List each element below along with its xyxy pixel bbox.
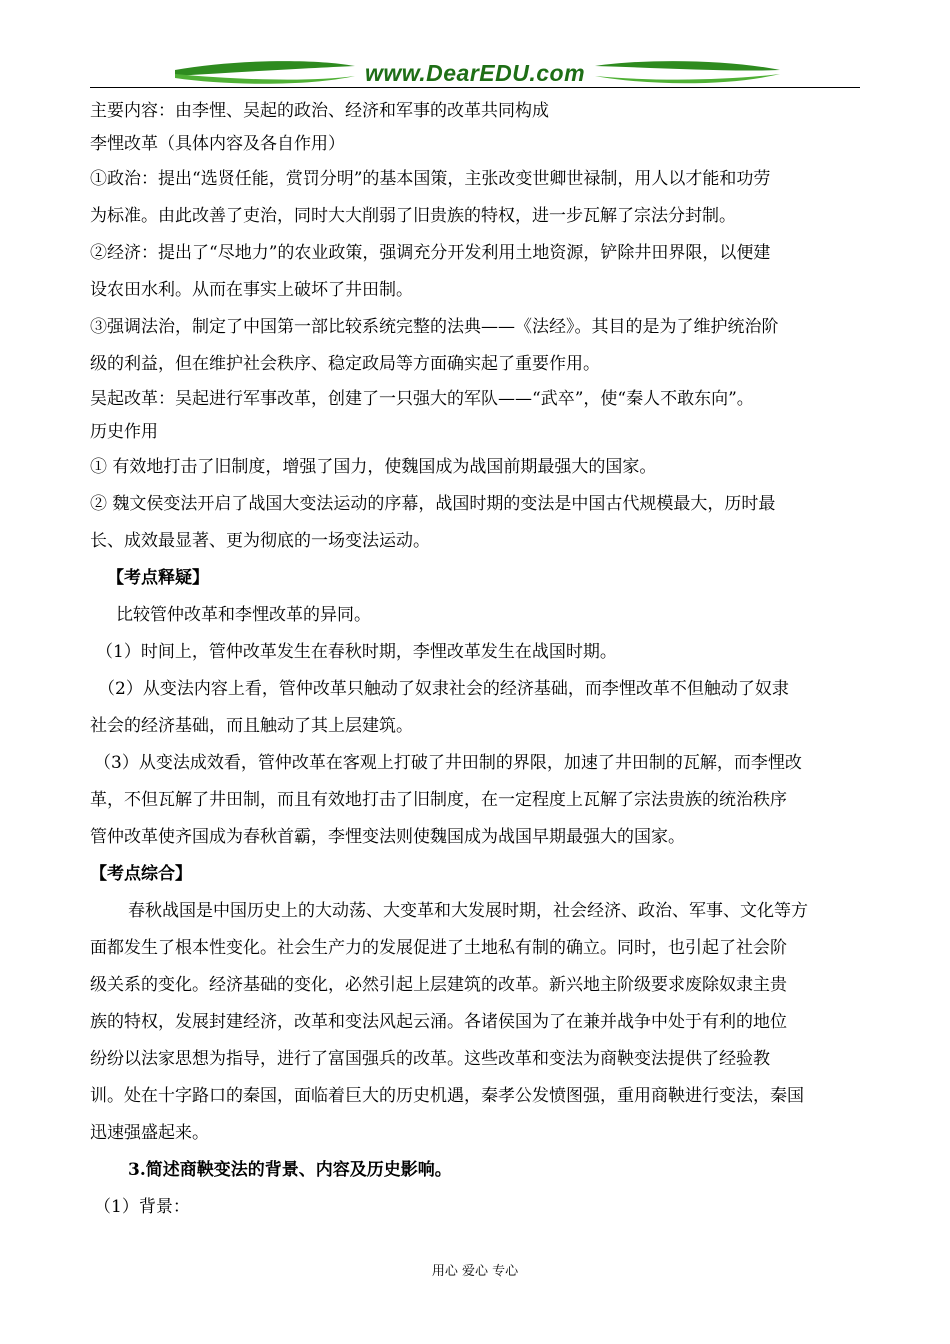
header-divider bbox=[90, 87, 860, 88]
paragraph-line: （3）从变法成效看，管仲改革在客观上打破了井田制的界限，加速了井田制的瓦解，而李悝改 bbox=[94, 753, 802, 773]
paragraph-line: ① 有效地打击了旧制度，增强了国力，使魏国成为战国前期最强大的国家。 bbox=[90, 457, 657, 477]
paragraph-line: 革，不但瓦解了井田制，而且有效地打击了旧制度，在一定程度上瓦解了宗法贵族的统治秩序 bbox=[90, 790, 787, 810]
paragraph-line: 春秋战国是中国历史上的大动荡、大变革和大发展时期，社会经济、政治、军事、文化等方 bbox=[128, 901, 808, 921]
document-body bbox=[90, 95, 860, 1226]
page-footer: 用心 爱心 专心 bbox=[431, 1264, 519, 1279]
paragraph-line: 为标准。由此改善了吏治，同时大大削弱了旧贵族的特权，进一步瓦解了宗法分封制。 bbox=[90, 206, 736, 226]
paragraph-line: 历史作用 bbox=[90, 422, 158, 442]
paragraph-line: （2）从变法内容上看，管仲改革只触动了奴隶社会的经济基础，而李悝改革不但触动了奴隶 bbox=[98, 679, 789, 699]
paragraph-line: 迅速强盛起来。 bbox=[90, 1123, 209, 1143]
paragraph-line: 族的特权，发展封建经济，改革和变法风起云涌。各诸侯国为了在兼并战争中处于有利的地位 bbox=[90, 1012, 787, 1032]
paragraph-line: 吴起改革：吴起进行军事改革，创建了一只强大的军队——“武卒”，使“秦人不敢东向”。 bbox=[90, 389, 754, 409]
paragraph-line: 级关系的变化。经济基础的变化，必然引起上层建筑的改革。新兴地主阶级要求废除奴隶主贵 bbox=[90, 975, 787, 995]
paragraph-line: （1）背景： bbox=[94, 1197, 190, 1217]
paragraph-line: （1）时间上，管仲改革发生在春秋时期，李悝改革发生在战国时期。 bbox=[96, 642, 617, 662]
site-url: www.DearEDU.com bbox=[364, 60, 586, 86]
paragraph-line: 社会的经济基础，而且触动了其上层建筑。 bbox=[90, 716, 413, 736]
paragraph-line: 级的利益，但在维护社会秩序、稳定政局等方面确实起了重要作用。 bbox=[90, 354, 600, 374]
paragraph-line: 纷纷以法家思想为指导，进行了富国强兵的改革。这些改革和变法为商鞅变法提供了经验教 bbox=[90, 1049, 770, 1069]
paragraph-line: 设农田水利。从而在事实上破坏了井田制。 bbox=[90, 280, 413, 300]
paragraph-line: 训。处在十字路口的秦国，面临着巨大的历史机遇，秦孝公发愤图强，重用商鞅进行变法，秦国 bbox=[90, 1086, 804, 1106]
paragraph-line: 主要内容：由李悝、吴起的政治、经济和军事的改革共同构成 bbox=[90, 101, 549, 121]
question-heading: 3.简述商鞅变法的背景、内容及历史影响。 bbox=[128, 1160, 452, 1180]
paragraph-line: ② 魏文侯变法开启了战国大变法运动的序幕，战国时期的变法是中国古代规模最大，历时最 bbox=[90, 494, 776, 514]
paragraph-line: 管仲改革使齐国成为春秋首霸，李悝变法则使魏国成为战国早期最强大的国家。 bbox=[90, 827, 685, 847]
paragraph-line: ③强调法治，制定了中国第一部比较系统完整的法典——《法经》。其目的是为了维护统治阶 bbox=[90, 317, 779, 337]
paragraph-line: ②经济：提出了“尽地力”的农业政策，强调充分开发利用土地资源，铲除井田界限，以便建 bbox=[90, 243, 771, 263]
section-heading: 【考点综合】 bbox=[90, 864, 192, 884]
paragraph-line: 面都发生了根本性变化。社会生产力的发展促进了土地私有制的确立。同时，也引起了社会阶 bbox=[90, 938, 787, 958]
section-heading: 【考点释疑】 bbox=[107, 568, 209, 588]
paragraph-line: 李悝改革（具体内容及各自作用） bbox=[90, 134, 345, 154]
paragraph-line: 长、成效最显著、更为彻底的一场变法运动。 bbox=[90, 531, 430, 551]
paragraph-line: ①政治：提出“选贤任能，赏罚分明”的基本国策，主张改变世卿世禄制，用人以才能和功劳 bbox=[90, 169, 771, 189]
site-header-banner bbox=[90, 52, 860, 90]
paragraph-line: 比较管仲改革和李悝改革的异同。 bbox=[116, 605, 371, 625]
